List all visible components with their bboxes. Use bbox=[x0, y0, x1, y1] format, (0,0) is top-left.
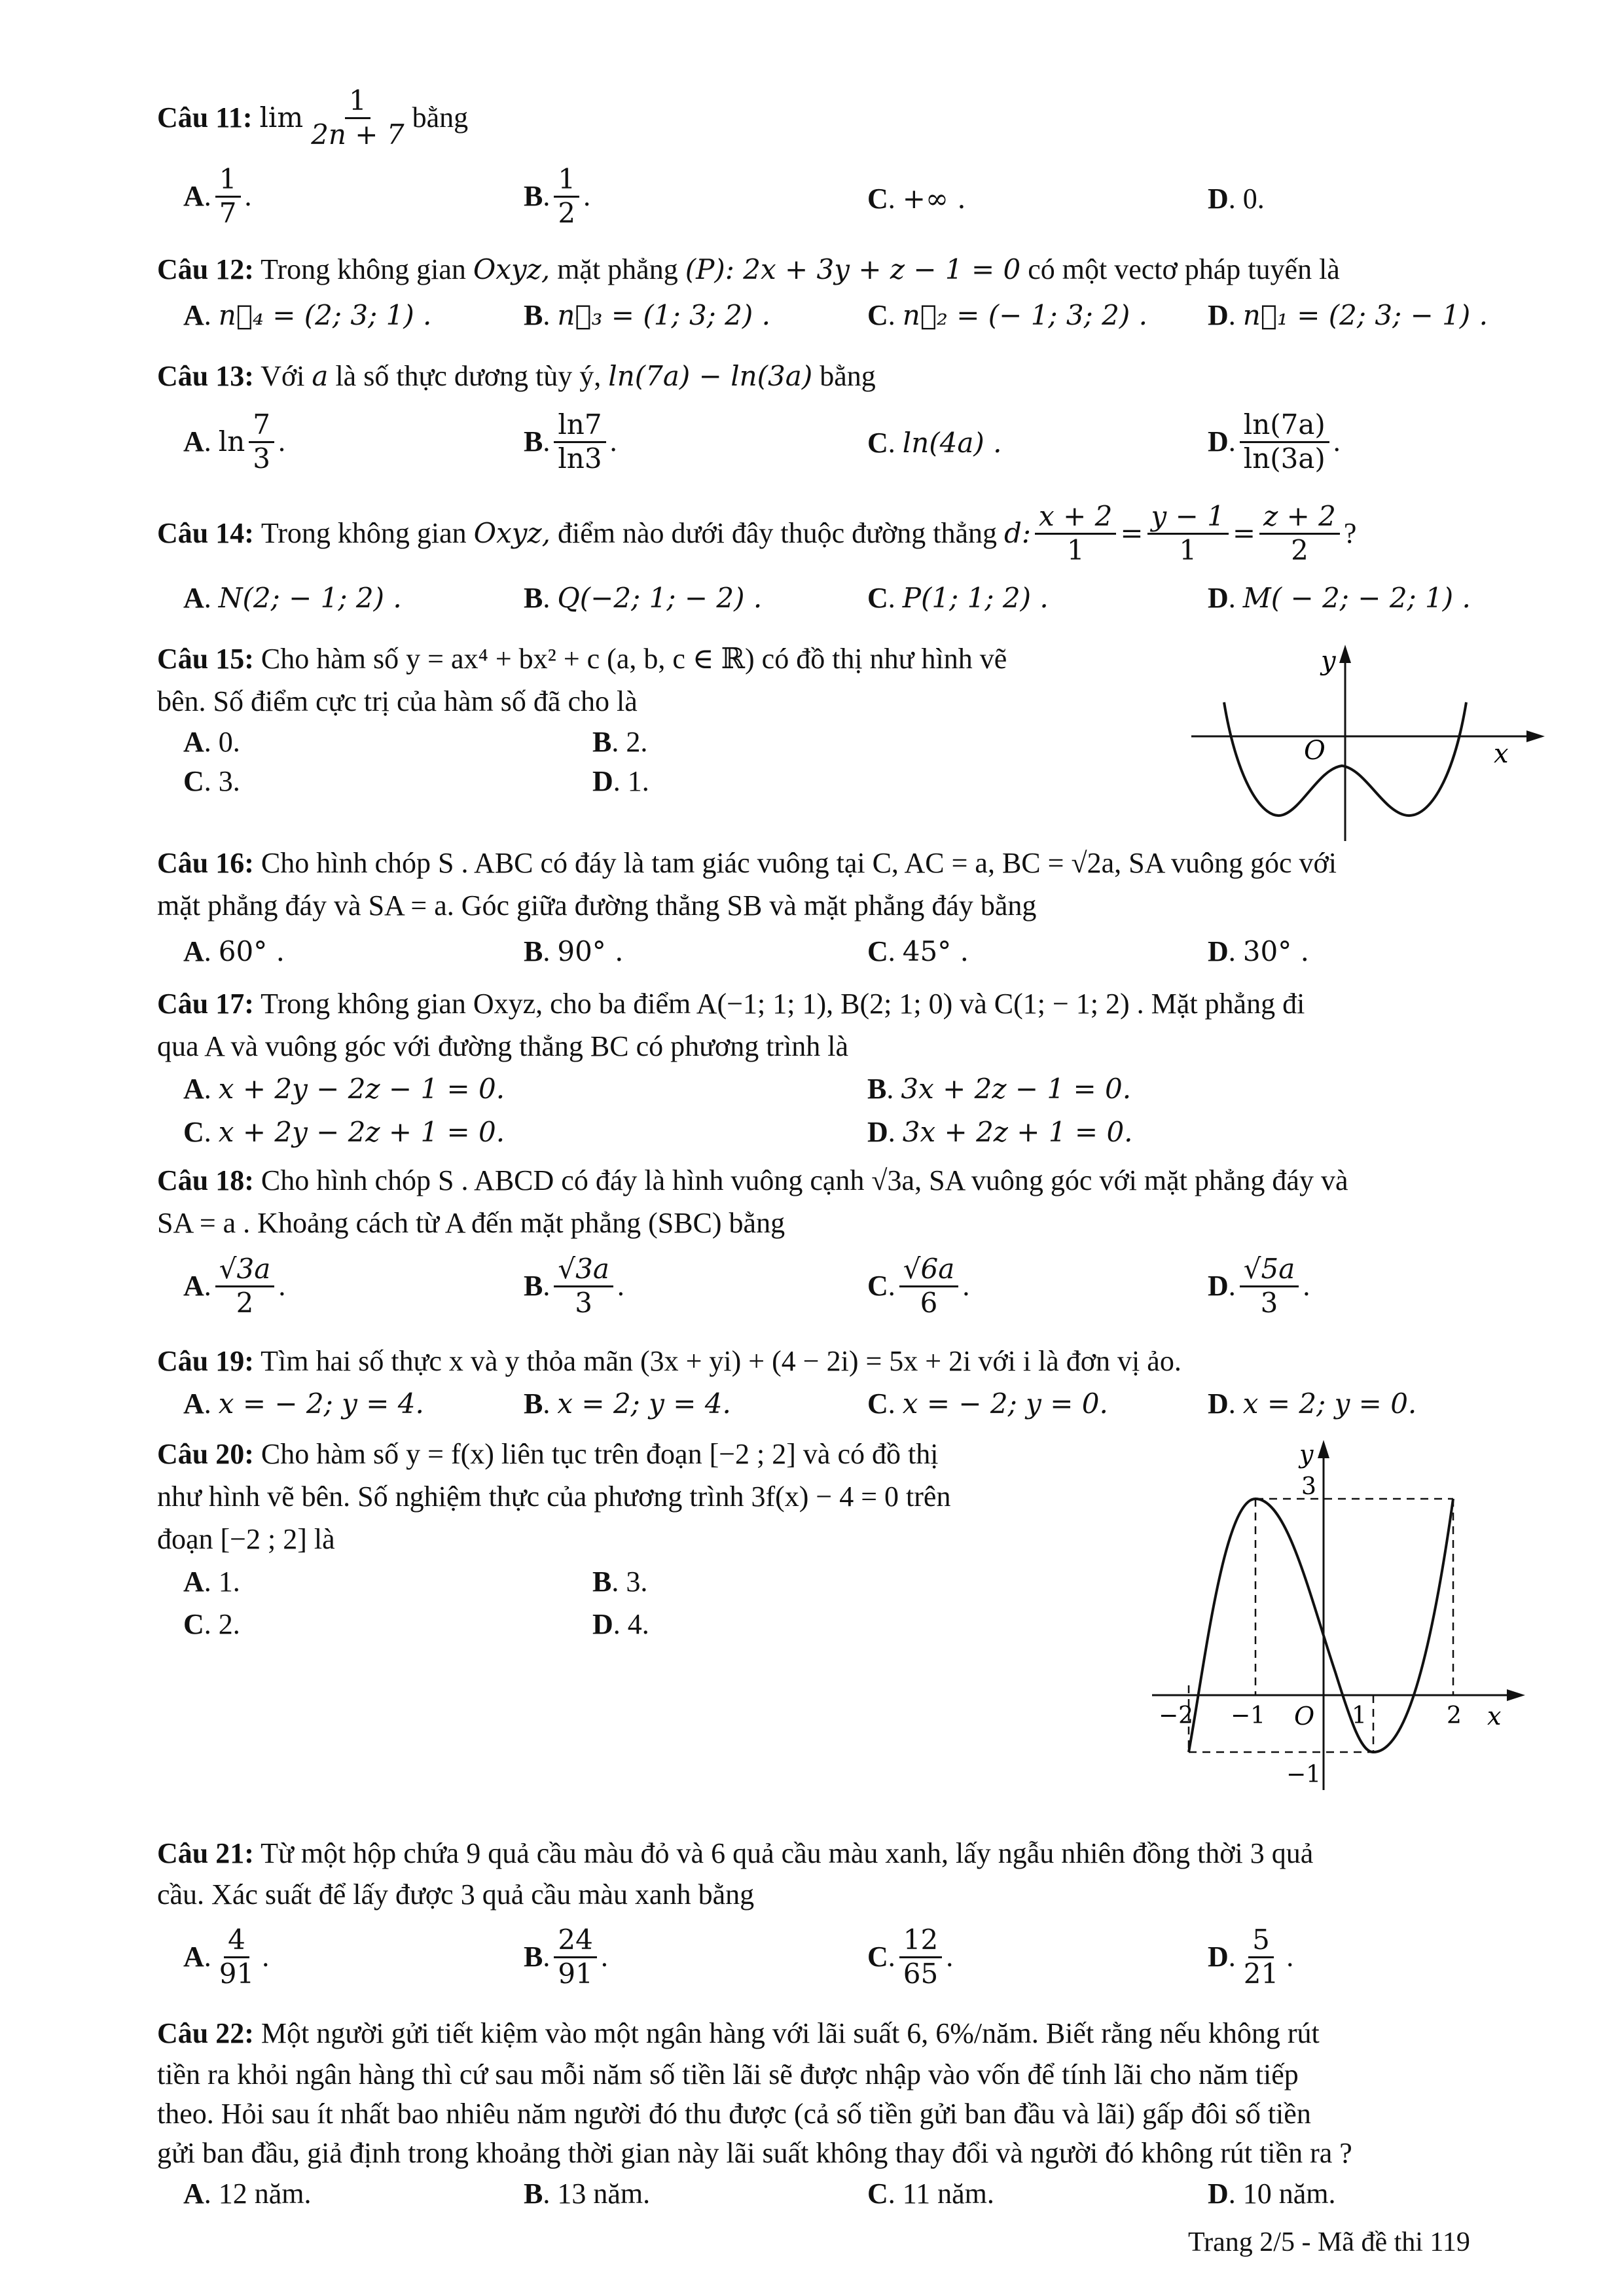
q13-option-b[interactable]: B . $\frac{\ln 7}{\ln 3}$ . bbox=[524, 408, 617, 475]
q14-option-b[interactable]: B. Q(−2; 1; − 2) . bbox=[524, 582, 763, 614]
tick-1: 1 bbox=[1352, 1702, 1367, 1729]
q18-option-a[interactable]: A . $\frac{√3a}{2}$ . bbox=[183, 1253, 286, 1319]
q22-option-d[interactable]: D. 10 năm. bbox=[1208, 2178, 1336, 2210]
q18-stem-line2: SA = a . Khoảng cách từ A đến mặt phẳng (SBC) bằng bbox=[157, 1207, 785, 1239]
q12-option-c[interactable]: C. n⃗₂ = (− 1; 3; 2) . bbox=[867, 299, 1147, 331]
q15-stem-line1: Câu 15: Cho hàm số y = ax⁴ + bx² + c (a, b, c ∈ ℝ) có đồ thị như hình vẽ bbox=[157, 643, 1007, 675]
q12-option-a[interactable]: A. n⃗₄ = (2; 3; 1) . bbox=[183, 299, 432, 331]
q17-option-b[interactable]: B. 3x + 2z − 1 = 0. bbox=[867, 1073, 1132, 1105]
q15-stem-line2: bên. Số điểm cực trị của hàm số đã cho là bbox=[157, 685, 638, 717]
q17-stem-line1: Câu 17: Trong không gian Oxyz, cho ba điểm A(−1; 1; 1), B(2; 1; 0) và C(1; − 1; 2) . Mặt phẳng đi bbox=[157, 988, 1305, 1020]
q21-stem-line2: cầu. Xác suất để lấy được 3 quả cầu màu xanh bằng bbox=[157, 1878, 755, 1910]
q17-option-a[interactable]: A. x + 2y − 2z − 1 = 0. bbox=[183, 1073, 505, 1105]
q19-stem: Câu 19: Tìm hai số thực x và y thỏa mãn (3x + yi) + (4 − 2i) = 5x + 2i với i là đơn vị ảo. bbox=[157, 1345, 1182, 1377]
q18-option-c[interactable]: C . $\frac{√6a}{6}$ . bbox=[867, 1253, 970, 1319]
q20-stem-line1: Câu 20: Cho hàm số y = f(x) liên tục trên đoạn [−2 ; 2] và có đồ thị bbox=[157, 1438, 939, 1470]
q17-stem-line2: qua A và vuông góc với đường thẳng BC có phương trình là bbox=[157, 1030, 849, 1062]
q20-stem-line2: như hình vẽ bên. Số nghiệm thực của phương trình 3f(x) − 4 = 0 trên bbox=[157, 1480, 951, 1513]
q14-option-d[interactable]: D. M( − 2; − 2; 1) . bbox=[1208, 582, 1471, 614]
q16-option-a[interactable]: A. 60° . bbox=[183, 935, 285, 967]
q15-option-d[interactable]: D. 1. bbox=[592, 765, 649, 797]
tick-3: 3 bbox=[1301, 1473, 1316, 1500]
q13-option-a[interactable]: A . ln $\frac{7}{3}$ . bbox=[183, 408, 285, 475]
page-footer: Trang 2/5 - Mã đề thi 119 bbox=[1188, 2227, 1470, 2257]
q11-option-b[interactable]: B . $\frac{1}{2}$ . bbox=[524, 163, 591, 229]
q16-option-b[interactable]: B. 90° . bbox=[524, 935, 624, 967]
q19-option-c[interactable]: C. x = − 2; y = 0. bbox=[867, 1388, 1108, 1420]
q12-option-d[interactable]: D. n⃗₁ = (2; 3; − 1) . bbox=[1208, 299, 1488, 331]
q21-option-c[interactable]: C . $\frac{12}{65}$ . bbox=[867, 1924, 954, 1990]
q20-option-b[interactable]: B. 3. bbox=[592, 1566, 648, 1598]
q16-option-d[interactable]: D. 30° . bbox=[1208, 935, 1309, 967]
cubic-curve bbox=[1189, 1499, 1453, 1752]
q11-option-c[interactable]: C. +∞ . bbox=[867, 183, 966, 215]
q22-option-c[interactable]: C. 11 năm. bbox=[867, 2178, 994, 2210]
x-axis-arrow bbox=[1526, 730, 1545, 742]
q20-option-d[interactable]: D. 4. bbox=[592, 1608, 649, 1640]
tick-2: 2 bbox=[1447, 1702, 1462, 1729]
tick-minus1-y: −1 bbox=[1286, 1761, 1322, 1788]
q17-option-d[interactable]: D. 3x + 2z + 1 = 0. bbox=[867, 1116, 1133, 1148]
origin-label: O bbox=[1294, 1702, 1315, 1731]
q22-option-a[interactable]: A. 12 năm. bbox=[183, 2178, 312, 2210]
q16-stem-line2: mặt phẳng đáy và SA = a. Góc giữa đường thẳng SB và mặt phẳng đáy bằng bbox=[157, 889, 1037, 922]
q18-stem-line1: Câu 18: Cho hình chóp S . ABCD có đáy là hình vuông cạnh √3a, SA vuông góc với mặt phẳng đáy và bbox=[157, 1164, 1348, 1196]
x-axis-label: x bbox=[1487, 1702, 1502, 1731]
q20-option-a[interactable]: A. 1. bbox=[183, 1566, 240, 1598]
q14-option-a[interactable]: A. N(2; − 1; 2) . bbox=[183, 582, 402, 614]
y-axis-arrow bbox=[1318, 1440, 1329, 1458]
q19-option-b[interactable]: B. x = 2; y = 4. bbox=[524, 1388, 731, 1420]
q18-option-d[interactable]: D . $\frac{√5a}{3}$ . bbox=[1208, 1253, 1310, 1319]
q20-option-c[interactable]: C. 2. bbox=[183, 1608, 240, 1640]
q18-option-b[interactable]: B . $\frac{√3a}{3}$ . bbox=[524, 1253, 624, 1319]
q11-fraction: $\frac{1}{2n + 7}$ bbox=[311, 84, 405, 151]
x-axis-arrow bbox=[1507, 1689, 1525, 1701]
y-axis-label: y bbox=[1299, 1440, 1314, 1469]
q11-option-a[interactable]: A . $\frac{1}{7}$ . bbox=[183, 163, 252, 229]
q11-lim: lim bbox=[259, 101, 304, 134]
q11-option-d[interactable]: D. 0. bbox=[1208, 183, 1265, 215]
y-axis-label: y bbox=[1321, 646, 1336, 676]
x-axis-label: x bbox=[1494, 739, 1509, 769]
q12-stem: Câu 12: Trong không gian Oxyz, mặt phẳng (P): 2x + 3y + z − 1 = 0 có một vectơ pháp tuyến là bbox=[157, 253, 1340, 285]
q21-option-a[interactable]: A . $\frac{4}{91}$ . bbox=[183, 1924, 270, 1990]
q21-option-d[interactable]: D . $\frac{5}{21}$ . bbox=[1208, 1924, 1294, 1990]
q20-stem-line3: đoạn [−2 ; 2] là bbox=[157, 1523, 335, 1555]
q22-stem-line2: tiền ra khỏi ngân hàng thì cứ sau mỗi năm số tiền lãi sẽ được nhập vào vốn để tính lãi cho năm tiếp bbox=[157, 2058, 1299, 2090]
q15-quartic-graph bbox=[1191, 645, 1545, 848]
q13-option-c[interactable]: C. ln(4a) . bbox=[867, 427, 1002, 459]
q17-option-c[interactable]: C. x + 2y − 2z + 1 = 0. bbox=[183, 1116, 505, 1148]
q12-option-b[interactable]: B. n⃗₃ = (1; 3; 2) . bbox=[524, 299, 770, 331]
q15-option-b[interactable]: B. 2. bbox=[592, 726, 648, 758]
q22-stem-line4: gửi ban đầu, giả định trong khoảng thời gian này lãi suất không thay đổi và người đó không rút tiền ra ? bbox=[157, 2137, 1352, 2169]
q21-option-b[interactable]: B . $\frac{24}{91}$ . bbox=[524, 1924, 608, 1990]
q19-option-a[interactable]: A. x = − 2; y = 4. bbox=[183, 1388, 424, 1420]
q14-stem: Câu 14: Trong không gian Oxyz, điểm nào dưới đây thuộc đường thẳng d: $\frac{x + 2}{1}$ = $\frac{y - 1}{1}$ = $\frac{z + 2}{2}$ ? bbox=[157, 500, 1357, 566]
q16-stem-line1: Câu 16: Cho hình chóp S . ABC có đáy là tam giác vuông tại C, AC = a, BC = √2a, SA vuông góc với bbox=[157, 847, 1337, 879]
q13-option-d[interactable]: D . $\frac{\ln(7a)}{\ln(3a)}$ . bbox=[1208, 408, 1341, 475]
q11-label: Câu 11: bbox=[157, 101, 253, 134]
y-axis-arrow bbox=[1339, 645, 1351, 663]
q15-option-c[interactable]: C. 3. bbox=[183, 765, 240, 797]
q19-option-d[interactable]: D. x = 2; y = 0. bbox=[1208, 1388, 1417, 1420]
q11-stem bbox=[157, 75, 468, 160]
q22-stem-line1: Câu 22: Một người gửi tiết kiệm vào một ngân hàng với lãi suất 6, 6%/năm. Biết rằng nếu không rút bbox=[157, 2017, 1320, 2049]
q22-stem-line3: theo. Hỏi sau ít nhất bao nhiêu năm người đó thu được (cả số tiền gửi ban đầu và lãi) gấp đôi số tiền bbox=[157, 2098, 1311, 2130]
q16-option-c[interactable]: C. 45° . bbox=[867, 935, 969, 967]
q15-option-a[interactable]: A. 0. bbox=[183, 726, 240, 758]
q13-stem: Câu 13: Với a là số thực dương tùy ý, ln(7a) − ln(3a) bằng bbox=[157, 360, 876, 392]
origin-label: O bbox=[1304, 736, 1326, 766]
q14-option-c[interactable]: C. P(1; 1; 2) . bbox=[867, 582, 1049, 614]
q21-stem-line1: Câu 21: Từ một hộp chứa 9 quả cầu màu đỏ và 6 quả cầu màu xanh, lấy ngẫu nhiên đồng thời 3 quả bbox=[157, 1837, 1314, 1869]
q11-bang: bằng bbox=[412, 101, 469, 134]
q22-option-b[interactable]: B. 13 năm. bbox=[524, 2178, 651, 2210]
q20-cubic-graph bbox=[1139, 1437, 1532, 1803]
tick-minus2: −2 bbox=[1159, 1702, 1194, 1729]
tick-minus1-x: −1 bbox=[1231, 1702, 1266, 1729]
